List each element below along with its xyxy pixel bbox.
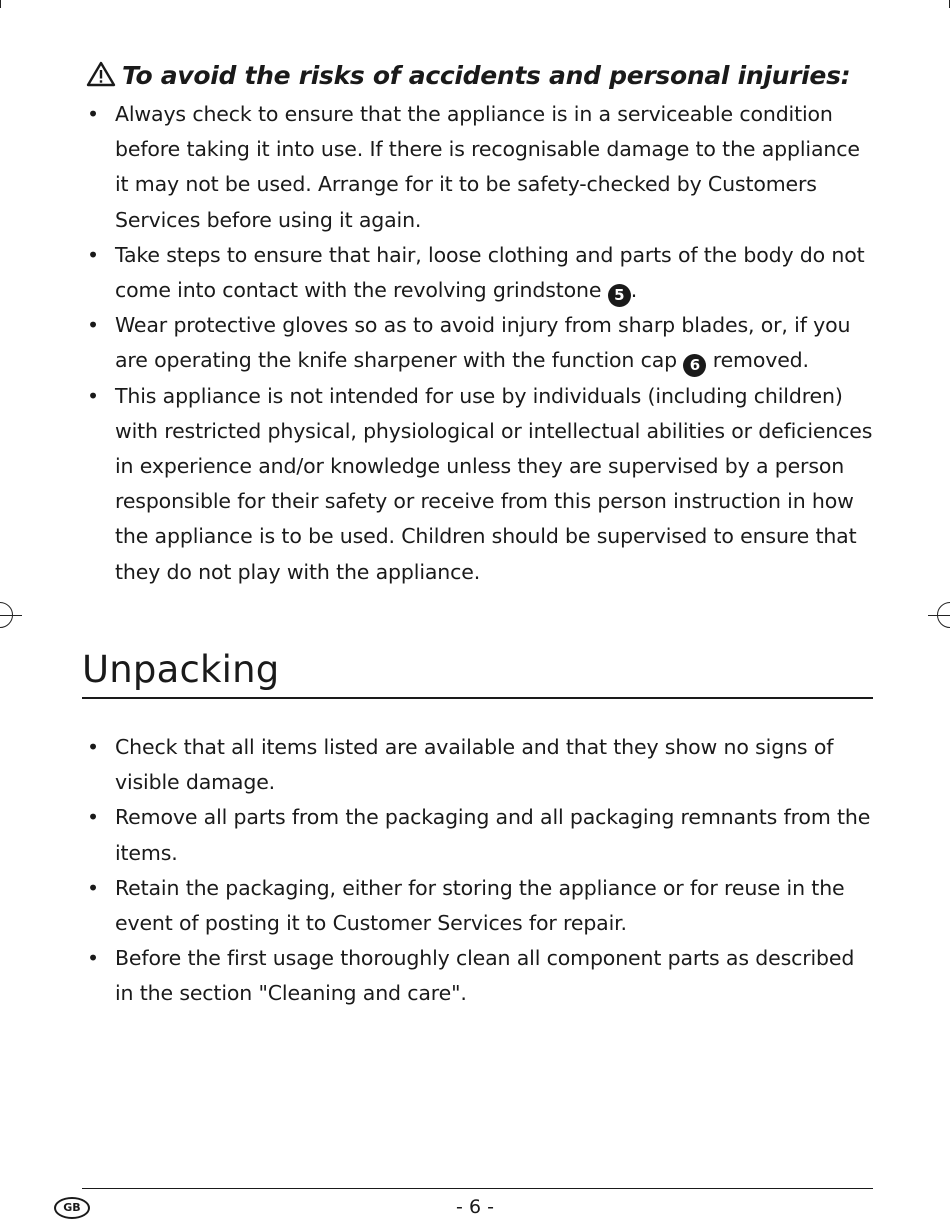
list-item-text: Wear protective gloves so as to avoid injury from sharp blades, or, if you are operating the knife sharpener with the function cap — [115, 313, 851, 373]
list-item — [84, 238, 874, 308]
page-number: - 6 - — [456, 1196, 494, 1218]
country-code-badge: GB — [54, 1197, 90, 1219]
list-item-text: Remove all parts from the packaging and all packaging remnants from the items. — [115, 805, 871, 865]
list-item-text: Take steps to ensure that hair, loose clothing and parts of the body do not come into contact with the revolving grindstone — [115, 242, 865, 303]
bullet-icon: • — [87, 383, 99, 408]
unpacking-list — [84, 730, 874, 1012]
list-item — [84, 97, 874, 238]
list-item — [84, 871, 874, 941]
list-item-text-end: . — [630, 278, 638, 303]
list-item — [84, 800, 874, 870]
bullet-icon: • — [87, 102, 99, 126]
bullet-icon: • — [87, 946, 99, 971]
bullet-icon: • — [87, 875, 99, 900]
warning-triangle-icon — [86, 61, 116, 97]
list-item-text: Always check to ensure that the appliance is in a serviceable condition before taking it into use. If there is recognisable damage to the appliance it may not be used. Arrange for it to be safety-checked by Customers Services before using it again. — [115, 102, 860, 232]
warning-heading-text: To avoid the risks of accidents and personal injuries: — [122, 61, 851, 90]
footer-divider — [82, 1188, 873, 1189]
list-item — [84, 308, 874, 378]
bullet-icon: • — [87, 313, 99, 338]
list-item-text: Retain the packaging, either for storing the appliance or for reuse in the event of posting it to Customer Services for repair. — [115, 875, 845, 936]
part-reference-6: 6 — [683, 354, 706, 377]
list-item-text: This appliance is not intended for use by individuals (including children) with restricted physical, physiological or intellectual abilities or deficiences in experience and/or knowledge unless they are supervised by a person responsible for their safety or receive from this person instruction in how the appliance is to be used. Children should be supervised to ensure that they do not play with the appliance. — [115, 383, 873, 584]
list-item — [84, 941, 874, 1011]
warning-list — [84, 97, 874, 590]
list-item — [84, 379, 874, 590]
list-item — [84, 730, 874, 800]
bullet-icon: • — [87, 242, 99, 267]
registration-circle-left — [0, 602, 13, 628]
bullet-icon: • — [87, 805, 99, 830]
registration-circle-right — [937, 602, 950, 628]
section-title-unpacking: Unpacking — [82, 648, 280, 691]
list-item-text: Check that all items listed are available and that they show no signs of visible damage. — [115, 735, 834, 795]
part-reference-5: 5 — [608, 284, 631, 307]
list-item-text-end: removed. — [706, 348, 809, 373]
bullet-icon: • — [87, 735, 99, 759]
list-item-text: Before the first usage thoroughly clean all component parts as described in the section "Cleaning and care". — [115, 946, 855, 1006]
crop-mark-top-left — [0, 0, 1, 8]
warning-heading — [86, 58, 886, 97]
section-divider — [82, 697, 873, 699]
